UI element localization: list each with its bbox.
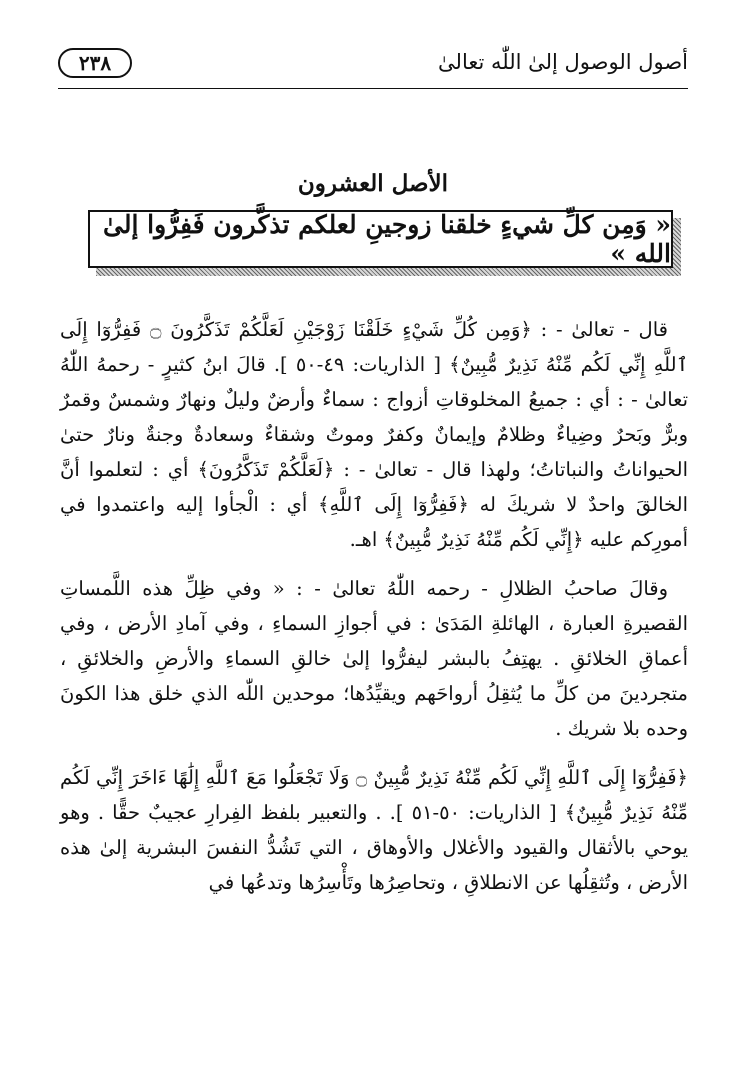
page-number-badge: ٢٣٨	[58, 48, 132, 78]
running-title: أصول الوصول إلىٰ اللّٰه تعالىٰ	[438, 50, 688, 74]
verse-box: « وَمِن كلِّ شيءٍ خلقنا زوجينِ لعلكم تذكَّرون فَفِرُّوا إلىٰ الله »	[88, 210, 673, 268]
body-text	[60, 312, 688, 914]
paragraph-verse-commentary: ﴿فَفِرُّوٓا إِلَى ٱللَّهِ إِنِّي لَكُم مِّنْهُ نَذِيرٌ مُّبِينٌ ۝ وَلَا تَجْعَلُوا مَعَ ٱللَّهِ إِلَٰهًا ءَاخَرَ إِنِّي لَكُم مِّنْهُ نَذِيرٌ مُّبِينٌ﴾ [ الذاريات: ٥٠-٥١ ]. . والتعبير بلفظ الفِرارِ عجيبٌ حقًّا . وهو يوحي بالأثقال والقيود والأغلال والأوهاق ، التي تَشُدُّ النفسَ البشرية إلىٰ هذه الأرض ، وتُثقِلُها عن الانطلاقِ ، وتحاصِرُها وتَأْسِرُها وتدعُها في	[60, 766, 688, 894]
paragraph-zilal: وقالَ صاحبُ الظلالِ - رحمه اللّٰهُ تعالىٰ - : « وفي ظِلِّ هذه اللَّمساتِ القصيرةِ العبارة ، الهائلةِ المَدَىٰ : في أجوازِ السماءِ ، وفي آمادِ الأرض ، وفي أعماقِ الخلائقِ . يهتِفُ بالبشر ليفرُّوا إلىٰ خالقِ السماءِ والأرضِ والخلائقِ ، متجردينَ من كلِّ ما يُثقِلُ أرواحَهم ويقيِّدُها؛ موحدين اللّٰه الذي خلق هذا الكونَ وحده بلا شريك .	[60, 577, 688, 740]
paragraph-ibn-kathir: قال - تعالىٰ - : ﴿وَمِن كُلِّ شَيْءٍ خَلَقْنَا زَوْجَيْنِ لَعَلَّكُمْ تَذَكَّرُونَ ۝ فَفِرُّوٓا إِلَى ٱللَّهِ إِنِّي لَكُم مِّنْهُ نَذِيرٌ مُّبِينٌ﴾ [ الذاريات: ٤٩-٥٠ ]. قالَ ابنُ كثيرٍ - رحمهُ اللّٰهُ تعالىٰ - : أي : جميعُ المخلوقاتِ أزواج : سماءٌ وأرضٌ وليلٌ ونهارٌ وشمسٌ وقمرٌ وبرٌّ وبَحرٌ وضِياءٌ وظلامٌ وإيمانٌ وكفرٌ وموتٌ وشقاءٌ وسعادةٌ وجنةٌ ونارٌ حتىٰ الحيواناتُ والنباتاتُ؛ ولهذا قال - تعالىٰ - : ﴿لَعَلَّكُمْ تَذَكَّرُونَ﴾ أي : لتعلموا أنَّ الخالقَ واحدٌ لا شريكَ له ﴿فَفِرُّوٓا إِلَى ٱللَّهِ﴾ أي : الْجأوا إليه واعتمدوا في أمورِكم عليه ﴿إِنِّي لَكُم مِّنْهُ نَذِيرٌ مُّبِينٌ﴾ اهـ.	[60, 318, 688, 551]
header-divider	[58, 88, 688, 89]
section-title: الأصل العشرون	[297, 170, 449, 197]
page-header	[58, 46, 688, 86]
